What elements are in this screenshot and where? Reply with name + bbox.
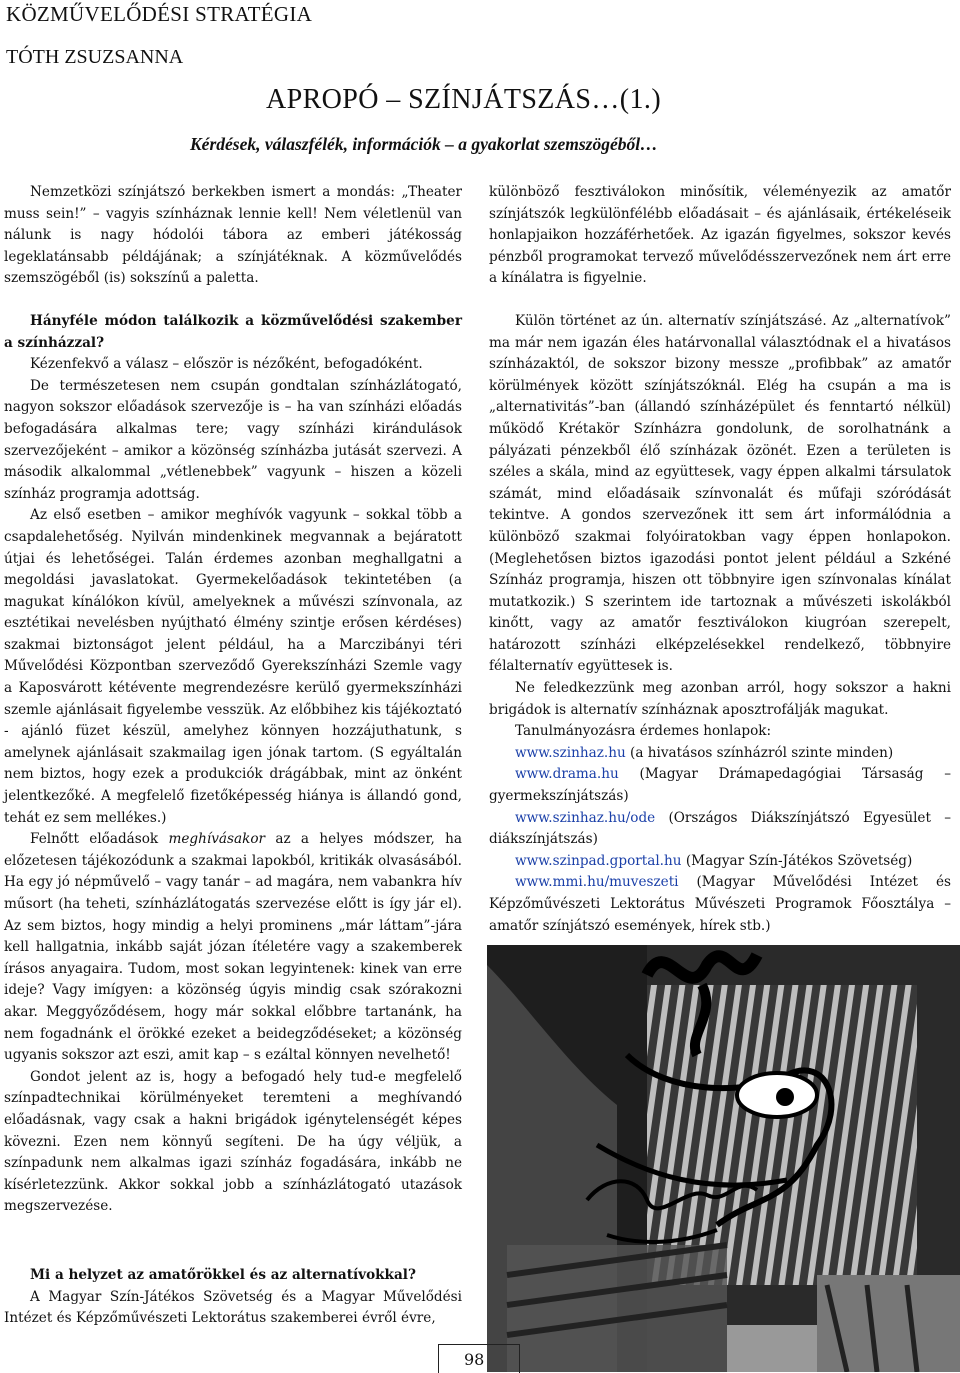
link-item bbox=[489, 872, 951, 937]
paragraph: Ne feledkezzünk meg azonban arról, hogy sokszor a hakni brigádok is alternatív színháznak aposztrofálják magukat. bbox=[489, 680, 951, 718]
link-item bbox=[489, 851, 951, 873]
link-description: (Magyar Szín-Játékos Szövetség) bbox=[681, 852, 913, 869]
link-description: (Országos Diákszínjátszó Egyesület – diákszínjátszás) bbox=[489, 809, 951, 848]
section-label: KÖZMŰVELŐDÉSI STRATÉGIA bbox=[6, 2, 313, 26]
paragraph-text: Felnőtt előadások bbox=[30, 831, 169, 848]
right-column bbox=[489, 182, 951, 937]
intro-paragraph: Nemzetközi színjátszó berkekben ismert a mondás: „Theater muss sein!” – vagyis színháznak lennie kell! Nem véletlenül van nálunk is nagy hódolói tábora az emberi játékosság legeklatánsabb példájának; a színjátéknak. A közművelődés szemszögéből (is) sokszínű a paletta. bbox=[4, 184, 462, 287]
paragraph: Az első esetben – amikor meghívók vagyunk – sokkal több a csapdalehetőség. Nyilván mindenkinek megvannak a bejáratott útjai és lehetőségei. Talán érdemes azonban meghallgatni a megoldási javaslatokat. Gyermekelőadások tekintetében (a magukat kínálókon kívül, amelyeknek a művészi színvonala, az esztétikai nevelésben nyújtható élmény szintje erősen kérdéses) szakmai biztonságot jelent például, ha a Marczibányi téri Művelődési Központban szerveződő Gyerekszínházi Szemle vagy a Kaposvárott kétévente megrendezésre kerülő gyermekszínházi szemle ajánlásait figyelembe vesszük. Az előbbihez kis tájékoztató - ajánló füzet készül, amelyhez könnyen hozzájuthatunk, s amelynek ajánlásait szakmailag igen jónak tartom. (S egyáltalán nem biztos, hogy ezek a produkciók drágábbak, mint az önként jelentkezőké. A megfelelő fizetőképesség hiánya is állandó gond, tehát ez sem mellékes.) bbox=[4, 507, 462, 826]
illustration-drawing bbox=[487, 945, 960, 1372]
paragraph: De természetesen nem csupán gondtalan színházlátogató, nagyon sokszor előadások szervezője is – ha van színházi előadás befogadására alkalmas tere; vagy színházi kirándulások szervezőjeként – amikor a közönség színházba jutását szervezi. A második alkalommal „vétlenebbek” vagyunk – hiszen a közeli színház programja adottság. bbox=[4, 377, 462, 502]
paragraph: A Magyar Szín-Játékos Szövetség és a Magyar Művelődési Intézet és Képzőművészeti Lektorátus szakemberei évről évre, bbox=[4, 1288, 462, 1327]
paragraph: Külön történet az ún. alternatív színjátszásé. Az „alternatívok” ma már nem igazán éles határvonallal választódnak el a hivatásos színházaktól, de sokszor bizony messze „profibbak” az amatőr körülmények között színjátszóknál. Elég ha csupán a ma is „alternativitás”-ban (állandó színházépület és fenntartó nélkül) működő Krétakör Színházra gondolunk, de sorolhatnánk a pályázati pénzekből élő színházak özönét. Ezen a területen is széles a skála, mind az együttesek, vagy éppen alkalmi társulatok számát, mind előadásaik színvonalát és műfaji szóródását tekintve. A gondos szervezőnek itt sem árt informálódnia a különböző szakmai folyóiratokban vagy éppen honlapokon. (Meglehetősen biztos igazodási pontot jelent például a Szkéné Színház programja, hiszen ott többnyire igen színvonalas kínálat mutatkozik.) S szerintem ide tartoznak a művészeti iskolákból kinőtt, vagy az amatőr fesztiválokon kiugróan szerepelt, határozott színházi elképzelésekkel rendelkező, többnyire félalternatív együttesek is. bbox=[489, 312, 951, 675]
website-link[interactable]: www.szinhaz.hu bbox=[515, 744, 626, 761]
paragraph: Kézenfekvő a válasz – először is nézőként, befogadóként. bbox=[30, 356, 423, 373]
heading-amateurs: Mi a helyzet az amatőrökkel és az alternatívokkal? bbox=[30, 1267, 416, 1283]
website-link[interactable]: www.szinpad.gportal.hu bbox=[515, 852, 682, 869]
article-title: APROPÓ – SZÍNJÁTSZÁS…(1.) bbox=[266, 84, 662, 115]
paragraph: Tanulmányozásra érdemes honlapok: bbox=[515, 723, 772, 740]
link-item bbox=[489, 743, 951, 765]
bottom-left-block bbox=[4, 1265, 462, 1330]
heading-meetings: Hányféle módon találkozik a közművelődési szakember a színházzal? bbox=[4, 312, 462, 351]
paragraph bbox=[4, 829, 462, 1067]
page-number: 98 bbox=[464, 1350, 485, 1369]
link-description: (Magyar Művelődési Intézet és Képzőművészeti Lektorátus Művészeti Programok Főosztálya – amatőr színjátszó események, hírek stb.) bbox=[489, 874, 951, 934]
illustration-figure bbox=[487, 945, 960, 1372]
link-item bbox=[489, 808, 951, 851]
link-description: (a hivatásos színházról szinte minden) bbox=[625, 744, 894, 761]
paragraph: különböző fesztiválokon minősítik, véleményezik az amatőr színjátszók legkülönfélébb előadásait – és ajánlásaik, értékeléseik honlapjaikon hozzáférhetőek. Az igazán figyelmes, sokszor kevés pénzből programokat tervező művelődésszervezőnek nem árt erre a kínálatra is figyelnie. bbox=[489, 184, 951, 287]
author-name: TÓTH ZSUZSANNA bbox=[6, 46, 184, 68]
link-item bbox=[489, 764, 951, 807]
left-column bbox=[4, 182, 462, 1218]
link-description: (Magyar Drámapedagógiai Társaság – gyermekszínjátszás) bbox=[489, 766, 951, 805]
website-link[interactable]: www.drama.hu bbox=[515, 766, 619, 783]
website-link[interactable]: www.szinhaz.hu/ode bbox=[515, 809, 656, 826]
website-link[interactable]: www.mmi.hu/muveszeti bbox=[515, 874, 679, 891]
paragraph: Gondot jelent az is, hogy a befogadó hely tud-e megfelelő színpadtechnikai körülményeket teremteni a meghívandó előadásnak, vagy csak a hakni brigádok igénytelenségét képes kövezni. Ezen nem könnyű segíteni. De ha úgy véljük, a színpadunk nem alkalmas igazi színház fogadására, inkább ne kísérletezzünk. Akkor sokkal jobb a színházlátogató utazások megszervezése. bbox=[4, 1068, 462, 1215]
paragraph-text: az a helyes módszer, ha előzetesen tájékozódunk a szakmai lapokból, kritikák olvasásából. Ha egy jó népművelő – vagy tanár – ad magára, nem vabankra hív műsort (ha teheti, színházlátogatás szervezése előtt is így jár el). Az sem biztos, hogy mindig a helyi prominens „már láttam”-jára kell hallgatnia, inkább saját józan ítéletére vagy a szakemberek írásos anyagaira. Tudom, most sokan legyintenek: kinek van erre ideje? Vagy imígyen: a közönség úgyis mindig csak szórakozni akar. Meggyőződésem, hogy már sokkal előbbre tartanánk, ha nem fogadnánk el örökké ezeket a beidegződéseket; a közönség ugyanis sokszor azt eszi, amit kap – s ezáltal könnyen nevelhető! bbox=[4, 831, 462, 1064]
emphasis-text: meghívásakor bbox=[168, 831, 266, 848]
article-subtitle: Kérdések, válaszfélék, információk – a gyakorlat szemszögéből… bbox=[190, 134, 658, 154]
